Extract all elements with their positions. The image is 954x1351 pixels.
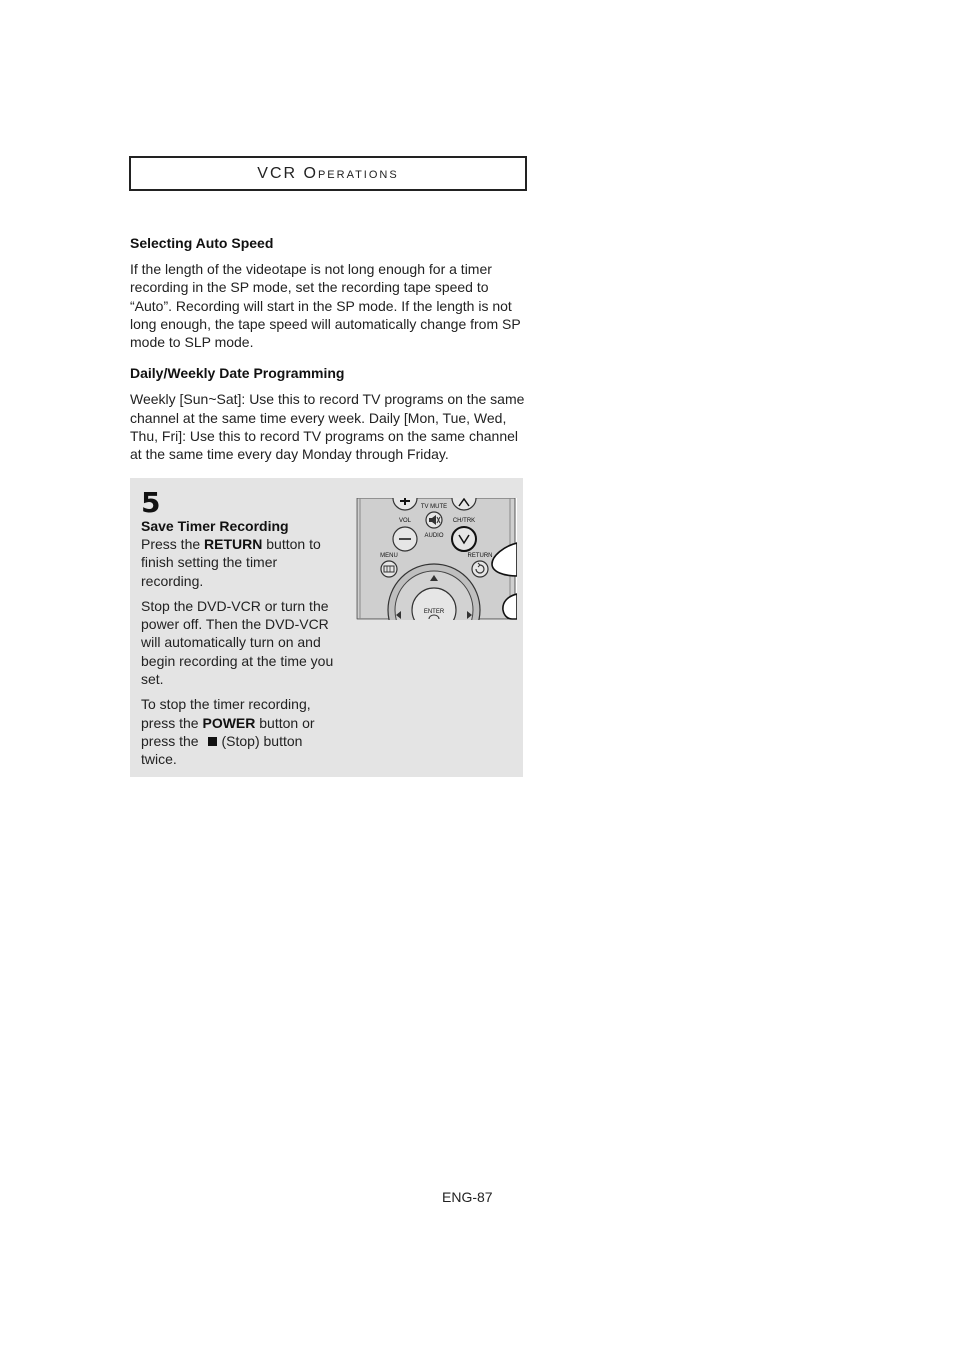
step-5-panel <box>130 478 523 777</box>
step-p3-text-end: (Stop) button twice. <box>141 732 303 768</box>
header-title-first: VCR O <box>257 165 318 182</box>
step-p1-text-end: button to finish setting the timer recording. <box>141 536 321 589</box>
auto-speed-heading: Selecting Auto Speed <box>130 235 274 251</box>
menu-button-icon <box>381 561 397 577</box>
date-programming-body: Weekly [Sun~Sat]: Use this to record TV programs on the same channel at the same time every week. Daily [Mon, Tue, Wed, Thu, Fri]: Use this to record TV programs on the same channel at the same time every day Monday through Friday. <box>130 391 525 463</box>
stop-icon <box>208 737 217 746</box>
date-programming-heading: Daily/Weekly Date Programming <box>130 365 345 382</box>
return-button-label: RETURN <box>204 536 263 552</box>
remote-control-drawing <box>356 498 517 620</box>
step-p3-text-mid: button or press the <box>141 714 315 749</box>
step-number: 5 <box>141 486 161 519</box>
vol-label: VOL <box>398 518 412 524</box>
menu-label: MENU <box>380 553 398 559</box>
power-button-label: POWER <box>202 714 256 731</box>
remote-control-illustration <box>356 498 517 620</box>
tv-mute-label: TV MUTE <box>420 504 448 510</box>
enter-label: ENTER <box>423 609 445 615</box>
return-button-icon <box>472 561 488 577</box>
step-instruction-stop <box>141 695 339 768</box>
return-label: RETURN <box>467 553 493 559</box>
auto-speed-body: If the length of the videotape is not long enough for a timer recording in the SP mode, set the recording tape speed to “Auto”. Recording will start in the SP mode. If the length is not long enough, the tape speed will automatically change from SP mode to SLP mode. <box>130 261 521 351</box>
section-header <box>129 156 527 191</box>
step-title: Save Timer Recording <box>141 518 289 534</box>
step-p1-text: Press the <box>141 536 205 552</box>
step-instruction-return <box>141 535 339 590</box>
step-p3-text: To stop the timer recording, press the <box>141 696 311 731</box>
page-number: ENG-87 <box>442 1189 493 1205</box>
ch-trk-label: CH/TRK <box>452 518 476 524</box>
step-text <box>141 518 339 776</box>
audio-label: AUDIO <box>424 533 444 539</box>
header-title-rest: perations <box>317 165 399 182</box>
step-instruction-power-off: Stop the DVD-VCR or turn the power off. Then the DVD-VCR will automatically turn on and begin recording at the time you set. <box>141 597 334 688</box>
main-content <box>130 235 525 472</box>
